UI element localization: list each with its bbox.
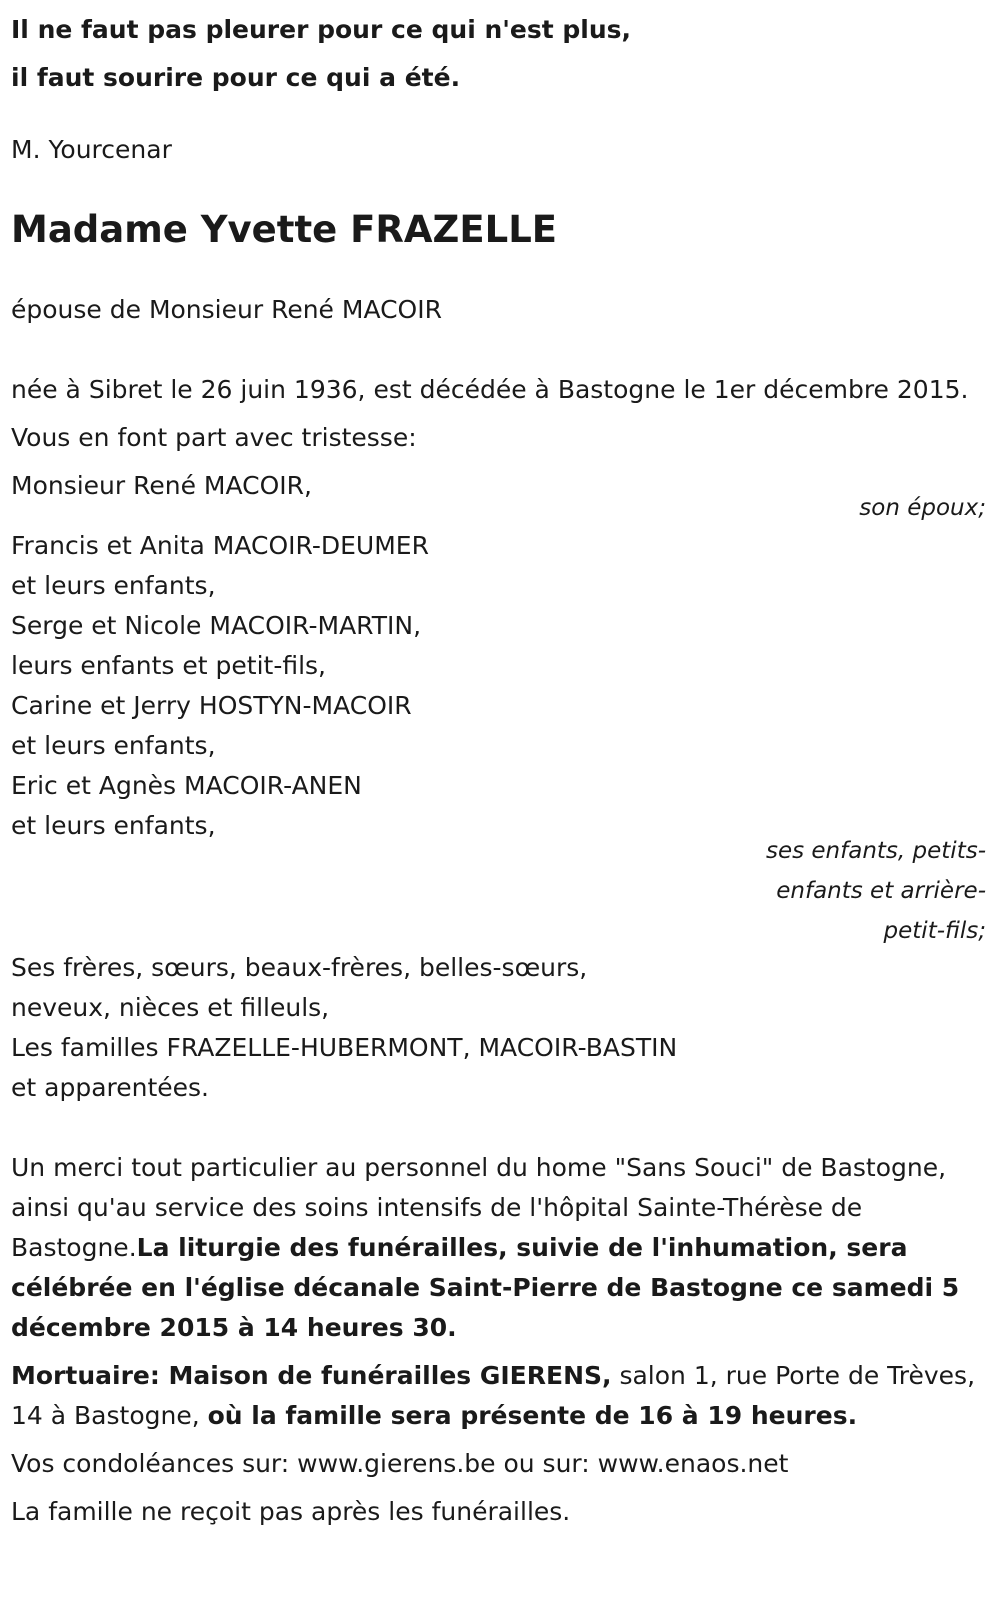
children-line: Eric et Agnès MACOIR-ANEN [11,771,362,800]
birth-death-line: née à Sibret le 26 juin 1936, est décédée à Bastogne le 1er décembre 2015. [11,375,969,404]
thanks-paragraph [11,1148,986,1348]
children-list [11,526,986,846]
quote-author: M. Yourcenar [11,135,172,164]
thanks-text: Un merci tout particulier au personnel du home "Sans Souci" de Bastogne, ainsi qu'au service des soins intensifs de l'hôpital Sainte-Thérèse de Bastogne. [11,1153,947,1262]
quote-line-1: Il ne faut pas pleurer pour ce qui n'est plus, [11,15,632,44]
announcement-line: Vous en font part avec tristesse: [11,423,417,452]
family-line: et apparentées. [11,1073,209,1102]
children-line: et leurs enfants, [11,731,216,760]
family-line: neveux, nièces et filleuls, [11,993,330,1022]
quote-line-2: il faut sourire pour ce qui a été. [11,63,461,92]
mortuary-label: Mortuaire: Maison de funérailles GIERENS, [11,1361,612,1390]
spouse-of-line: épouse de Monsieur René MACOIR [11,295,442,324]
condolences-line: Vos condoléances sur: www.gierens.be ou sur: www.enaos.net [11,1449,789,1478]
funeral-details: La liturgie des funérailles, suivie de l'inhumation, sera célébrée en l'église décanale Saint-Pierre de Bastogne ce samedi 5 décembre 2015 à 14 heures 30. [11,1233,960,1342]
no-reception-line: La famille ne reçoit pas après les funérailles. [11,1497,571,1526]
children-line: Francis et Anita MACOIR-DEUMER [11,531,429,560]
children-line: et leurs enfants, [11,811,216,840]
family-line: Ses frères, sœurs, beaux-frères, belles-sœurs, [11,953,588,982]
obituary-notice [11,6,986,1532]
mortuary-presence: où la famille sera présente de 16 à 19 heures. [207,1401,858,1430]
spouse-role: son époux; [859,495,986,521]
children-line: Serge et Nicole MACOIR-MARTIN, [11,611,422,640]
children-role-block [11,831,986,951]
children-role-line: ses enfants, petits- [765,838,986,864]
children-role-line: enfants et arrière- [776,878,986,904]
spouse-name: Monsieur René MACOIR, [11,471,312,500]
family-line: Les familles FRAZELLE-HUBERMONT, MACOIR-BASTIN [11,1033,678,1062]
children-line: et leurs enfants, [11,571,216,600]
children-role-line: petit-fils; [883,918,986,944]
children-line: leurs enfants et petit-fils, [11,651,327,680]
mortuary-paragraph [11,1356,986,1436]
extended-family-list [11,948,986,1108]
deceased-name: Madame Yvette FRAZELLE [11,208,558,251]
children-line: Carine et Jerry HOSTYN-MACOIR [11,691,412,720]
mortuary-address: salon 1, rue Porte de Trèves, 14 à Bastogne, [11,1361,976,1430]
